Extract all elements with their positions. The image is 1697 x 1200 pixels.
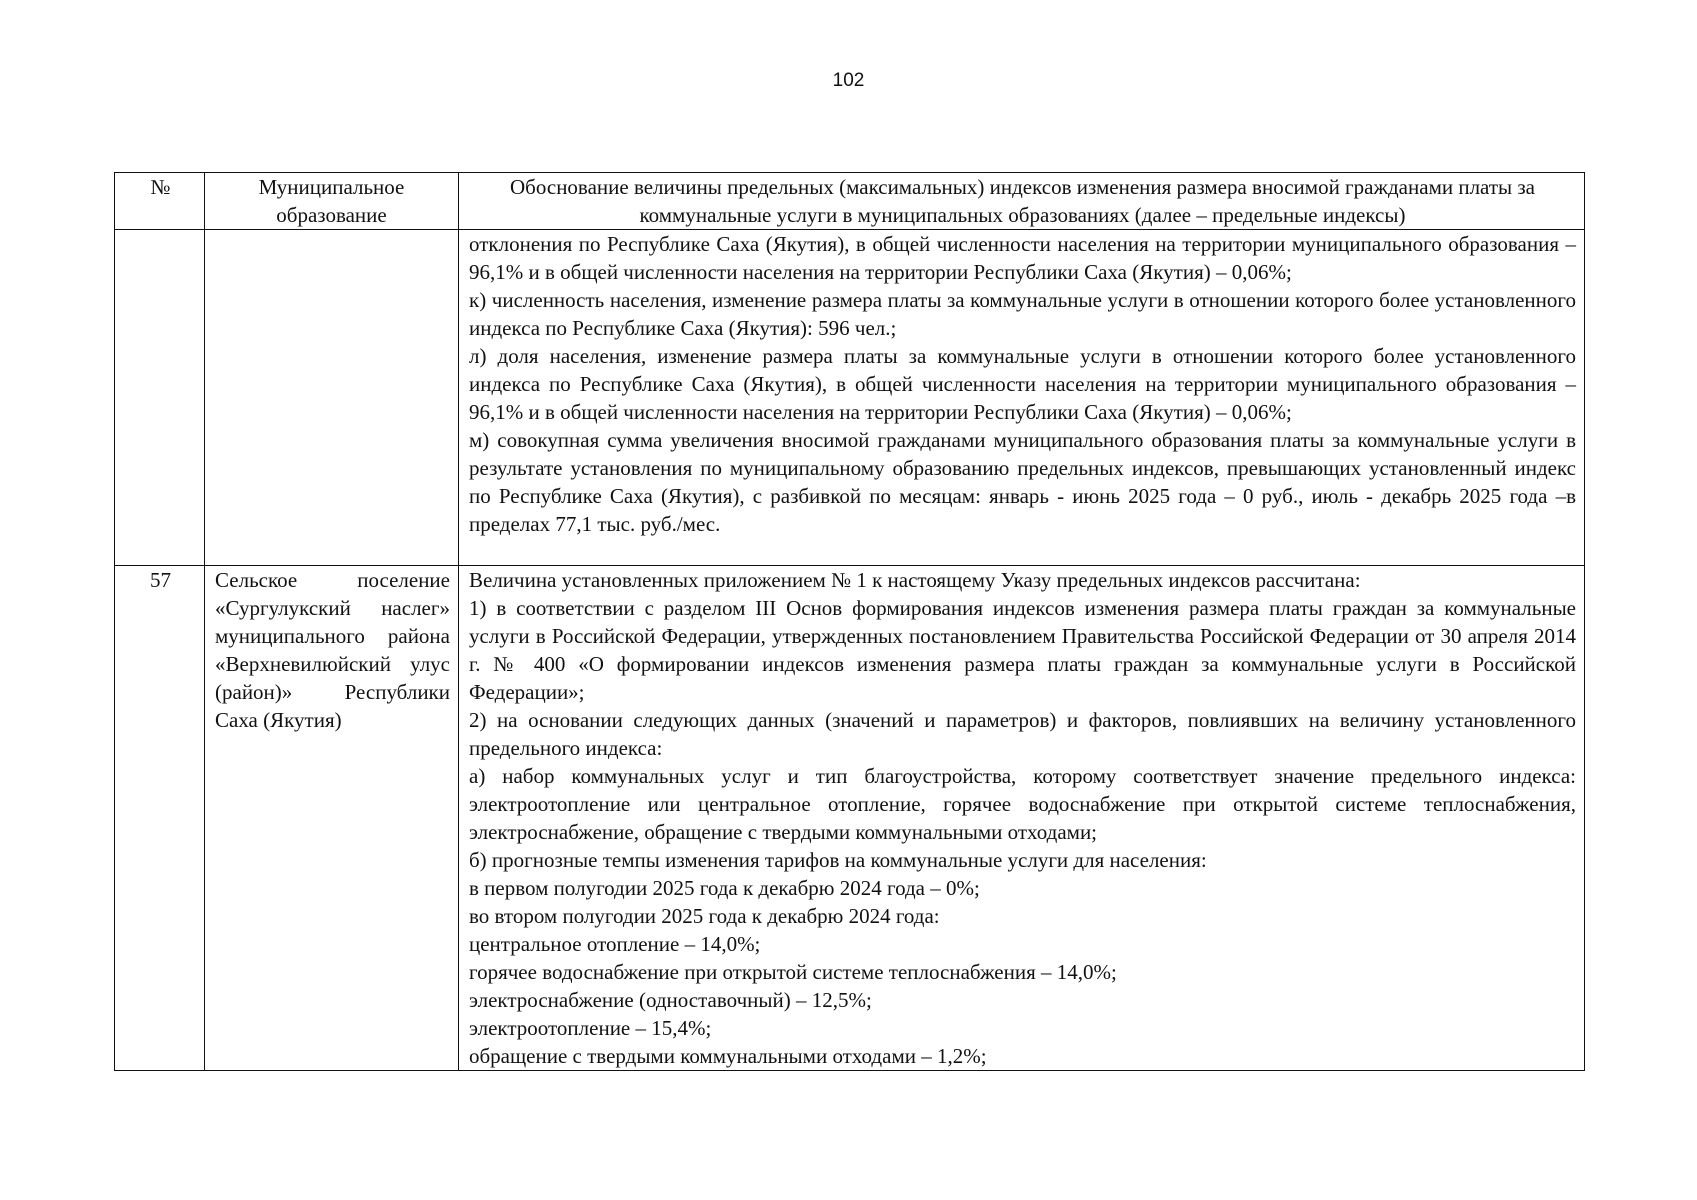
paragraph: центральное отопление – 14,0%;: [469, 932, 761, 956]
paragraph: электроснабжение (одноставочный) – 12,5%;: [469, 988, 872, 1012]
paragraph: в первом полугодии 2025 года к декабрю 2024 года – 0%;: [469, 876, 980, 900]
municipality-line: Сельское поселение: [215, 568, 450, 592]
paragraph: м) совокупная сумма увеличения вносимой гражданами муниципального образования платы за коммунальные услуги в результате установления по муниципальному образованию предельных индексов, превышающих установленный индекс по Республике Саха (Якутия), с разбивкой по месяцам: январь - июнь 2025 года – 0 руб., июль - декабрь 2025 года –в пределах 77,1 тыс. руб./мес.: [469, 428, 1576, 536]
paragraph: обращение с твердыми коммунальными отходами – 1,2%;: [469, 1044, 987, 1068]
municipality-line: «Сургулукский наслег» муниципального района «Верхневилюйский улус (район)» Республики Саха (Якутия): [215, 596, 450, 732]
paragraph: 2) на основании следующих данных (значений и параметров) и факторов, повлиявших на величину установленного предельного индекса:: [469, 708, 1576, 760]
row-number: [115, 230, 205, 566]
paragraph: к) численность населения, изменение размера платы за коммунальные услуги в отношении которого более установленного индекса по Республике Саха (Якутия): 596 чел.;: [469, 288, 1576, 340]
table-row: [115, 230, 1585, 566]
row-municipality: [205, 230, 459, 566]
row-justification: [459, 230, 1585, 566]
table-header-row: [115, 173, 1585, 230]
header-municipality: Муниципальное образование: [205, 173, 459, 230]
paragraph: электроотопление – 15,4%;: [469, 1016, 712, 1040]
table-row: [115, 566, 1585, 1071]
row-number: 57: [115, 566, 205, 1071]
paragraph: л) доля населения, изменение размера платы за коммунальные услуги в отношении которого более установленного индекса по Республике Саха (Якутия), в общей численности населения на территории муниципального образования – 96,1% и в общей численности населения на территории Республики Саха (Якутия) – 0,06%;: [469, 344, 1576, 424]
justification-table: [114, 172, 1585, 1071]
paragraph: б) прогнозные темпы изменения тарифов на коммунальные услуги для населения:: [469, 848, 1207, 872]
header-number: №: [115, 173, 205, 230]
page-number: 102: [832, 70, 865, 91]
row-justification: [459, 566, 1585, 1071]
row-municipality: [205, 566, 459, 1071]
header-justification: Обоснование величины предельных (максимальных) индексов изменения размера вносимой гражданами платы за коммунальные услуги в муниципальных образованиях (далее – предельные индексы): [459, 173, 1585, 230]
paragraph: 1) в соответствии с разделом III Основ формирования индексов изменения размера платы граждан за коммунальные услуги в Российской Федерации, утвержденных постановлением Правительства Российской Федерации от 30 апреля 2014 г. № 400 «О формировании индексов изменения размера платы граждан за коммунальные услуги в Российской Федерации»;: [469, 596, 1576, 704]
paragraph: во втором полугодии 2025 года к декабрю 2024 года:: [469, 904, 940, 928]
paragraph: а) набор коммунальных услуг и тип благоустройства, которому соответствует значение предельного индекса: электроотопление или центральное отопление, горячее водоснабжение при открытой системе теплоснабжения, электроснабжение, обращение с твердыми коммунальными отходами;: [469, 764, 1576, 844]
paragraph: отклонения по Республике Саха (Якутия), в общей численности населения на территории муниципального образования – 96,1% и в общей численности населения на территории Республики Саха (Якутия) – 0,06%;: [469, 232, 1576, 284]
paragraph: Величина установленных приложением № 1 к настоящему Указу предельных индексов рассчитана:: [469, 568, 1361, 592]
paragraph: горячее водоснабжение при открытой системе теплоснабжения – 14,0%;: [469, 960, 1117, 984]
